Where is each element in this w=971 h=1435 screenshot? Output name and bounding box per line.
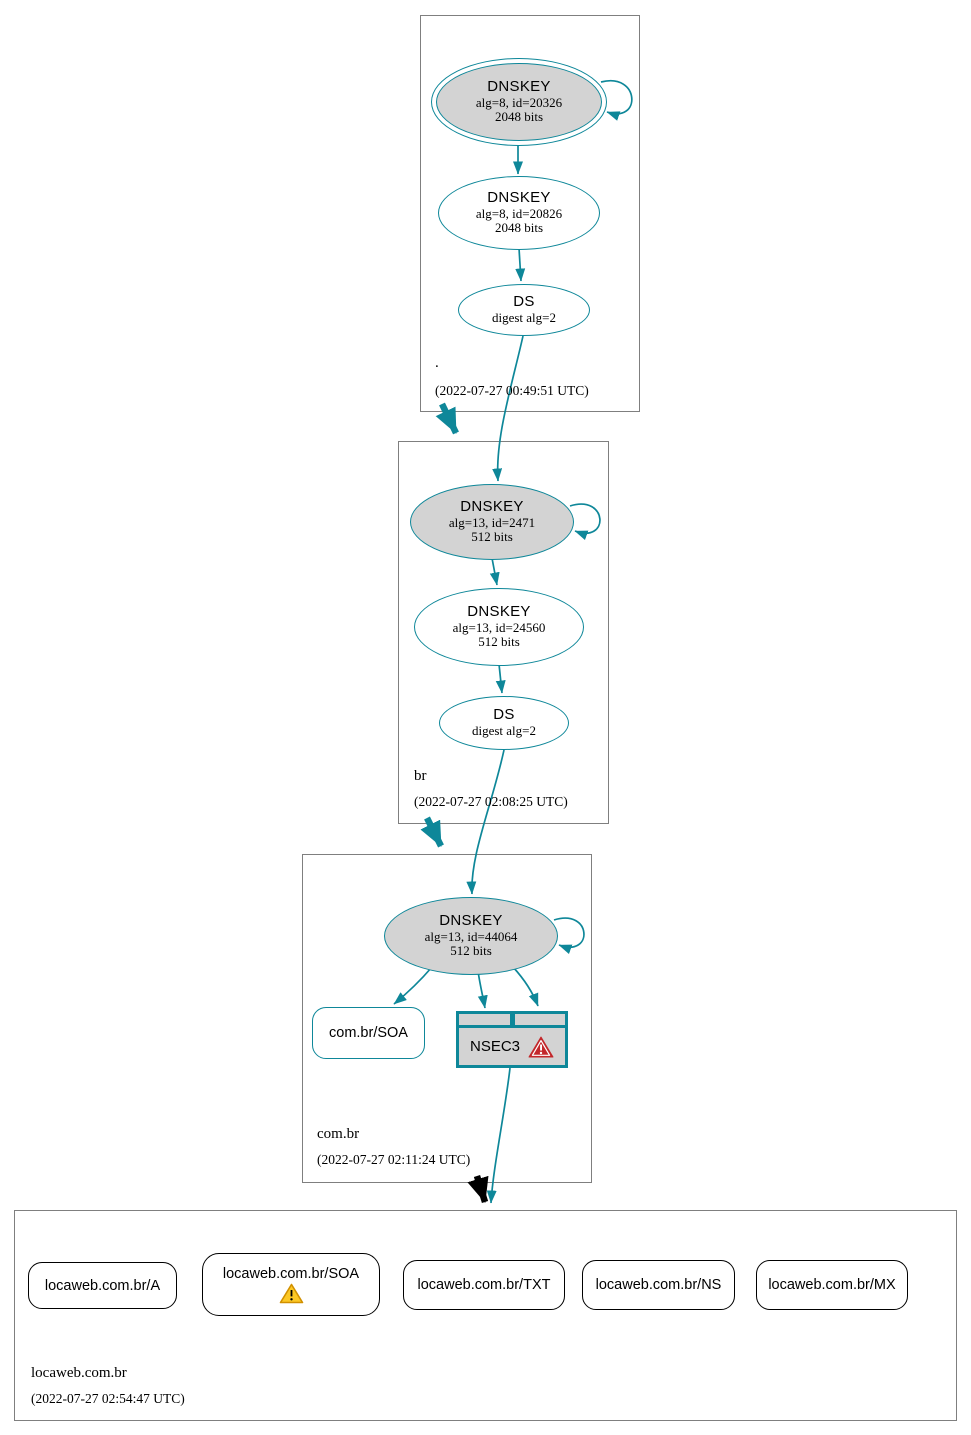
rrset-label: locaweb.com.br/MX [768,1277,896,1293]
nsec3-label: NSEC3 [469,1038,521,1055]
node-root-zsk-dnskey[interactable] [438,176,600,250]
zone-timestamp-locaweb: (2022-07-27 02:54:47 UTC) [31,1391,185,1406]
node-detail-bits: 512 bits [478,634,520,650]
node-title: DNSKEY [460,498,524,516]
zone-timestamp-combr: (2022-07-27 02:11:24 UTC) [317,1152,471,1167]
node-title: DNSKEY [439,912,503,930]
node-detail-bits: 512 bits [471,529,513,545]
node-detail-alg: alg=8, id=20826 [475,205,563,221]
zone-box-locaweb [14,1210,957,1421]
nsec3-record-cell [515,1014,566,1025]
node-detail-alg: alg=13, id=2471 [448,514,536,530]
node-title: DNSKEY [467,603,531,621]
node-detail-alg: alg=8, id=20326 [475,94,563,110]
node-br-zsk-dnskey[interactable] [414,588,584,666]
yellow-warning-triangle-icon [279,1283,304,1304]
node-br-ksk-dnskey[interactable] [410,484,574,560]
nsec3-body [459,1028,565,1065]
rrset-label: com.br/SOA [329,1025,408,1041]
node-locaweb-soa[interactable] [202,1253,380,1316]
node-detail-digest: digest alg=2 [471,723,537,739]
red-warning-triangle-icon [528,1036,554,1058]
node-title: DNSKEY [487,189,551,207]
rrset-label: locaweb.com.br/TXT [417,1277,551,1293]
node-locaweb-a[interactable] [28,1262,177,1309]
rrset-label: locaweb.com.br/SOA [222,1265,360,1282]
node-combr-ksk-dnskey[interactable] [384,897,558,975]
node-combr-soa[interactable] [312,1007,425,1059]
node-detail-bits: 512 bits [450,943,492,959]
node-root-ksk-dnskey[interactable] [431,58,607,146]
zone-name-root: . [435,355,439,371]
nsec3-header-row [459,1014,565,1025]
node-detail-alg: alg=13, id=44064 [424,928,518,944]
node-combr-nsec3[interactable] [456,1011,568,1068]
rrset-label: locaweb.com.br/A [44,1277,161,1294]
zone-name-br: br [414,768,427,784]
node-title: DNSKEY [487,78,551,96]
zone-name-combr: com.br [317,1126,360,1142]
node-detail-alg: alg=13, id=24560 [452,619,546,635]
node-br-ds[interactable] [439,696,569,750]
node-detail-bits: 2048 bits [494,109,544,125]
node-title: DS [493,706,515,724]
zone-name-locaweb: locaweb.com.br [31,1365,127,1381]
node-locaweb-txt[interactable] [403,1260,565,1310]
zone-timestamp-br: (2022-07-27 02:08:25 UTC) [414,794,568,809]
node-detail-bits: 2048 bits [494,220,544,236]
zone-timestamp-root: (2022-07-27 00:49:51 UTC) [435,383,589,398]
node-detail-digest: digest alg=2 [491,310,557,326]
node-root-ds[interactable] [458,284,590,336]
node-title: DS [513,293,535,311]
node-root-ksk-inner-ring [436,63,602,141]
node-locaweb-mx[interactable] [756,1260,908,1310]
nsec3-record-cell [459,1014,510,1025]
rrset-label: locaweb.com.br/NS [595,1277,722,1293]
node-locaweb-ns[interactable] [582,1260,735,1310]
